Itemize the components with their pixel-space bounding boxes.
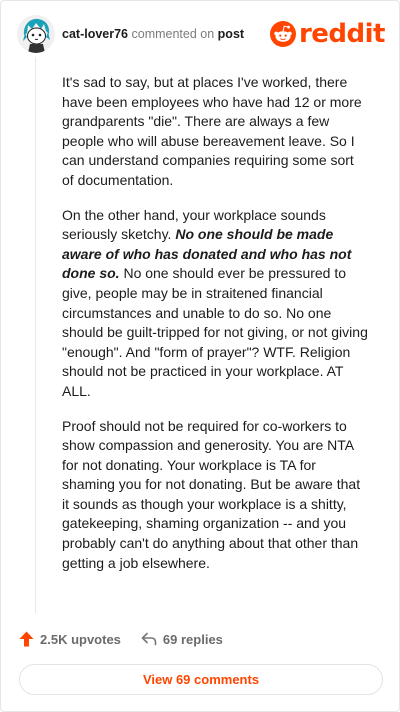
reddit-logo[interactable]	[270, 17, 385, 51]
paragraph-2-start: On the other hand, your workplace sounds seriously sketchy.	[62, 206, 326, 243]
reply-count: 69 replies	[162, 631, 223, 647]
view-comments-button[interactable]: View 69 comments	[19, 664, 383, 695]
upvote-count: 2.5K upvotes	[40, 631, 121, 647]
reddit-wordmark: reddit	[298, 19, 385, 49]
comment-actions	[19, 629, 243, 649]
comment-paragraph-3: Proof should not be required for co-workers to show compassion and generosity. You are NTA for not donating. Your workplace is TA for shaming you for not donating. But be aware that it sounds as though your workplace is a shitty, gatekeeping, shaming organization -- and you probably can't do anything about that other than getting a job elsewhere.	[62, 417, 361, 571]
replies-button[interactable]	[141, 632, 223, 647]
action-text: commented on	[131, 27, 215, 41]
upvote-arrow-icon	[19, 631, 34, 647]
post-link[interactable]: post	[217, 27, 245, 41]
upvote-button[interactable]	[19, 631, 121, 647]
thread-line	[35, 57, 36, 613]
comment-meta	[62, 27, 244, 41]
comment-paragraph-1: It's sad to say, but at places I've worked, there have been employees who have had 12 or more grandparents "die". There are always a few people who will abuse bereavement leave. So I can understand companies requiring some sort of documentation.	[62, 74, 362, 188]
comment-paragraph-2	[62, 206, 368, 402]
comment-body	[62, 73, 368, 588]
avatar[interactable]	[17, 15, 55, 53]
reply-arrow-icon	[141, 632, 157, 646]
reddit-snoo-icon	[270, 21, 296, 47]
username-link[interactable]: cat-lover76	[62, 27, 129, 41]
comment-header	[15, 15, 385, 53]
paragraph-2-emphasis: No one should be made aware of who has donated and who has not done so.	[62, 226, 352, 282]
avatar-cat-icon	[17, 15, 55, 53]
paragraph-2-end: No one should ever be pressured to give, people may be in straitened financial circumstances and unable to do so. No one should be guilt-tripped for not giving, or not giving "enough". And "form of prayer"? WTF. Religion should not be practiced in your workplace. AT ALL.	[62, 265, 368, 399]
